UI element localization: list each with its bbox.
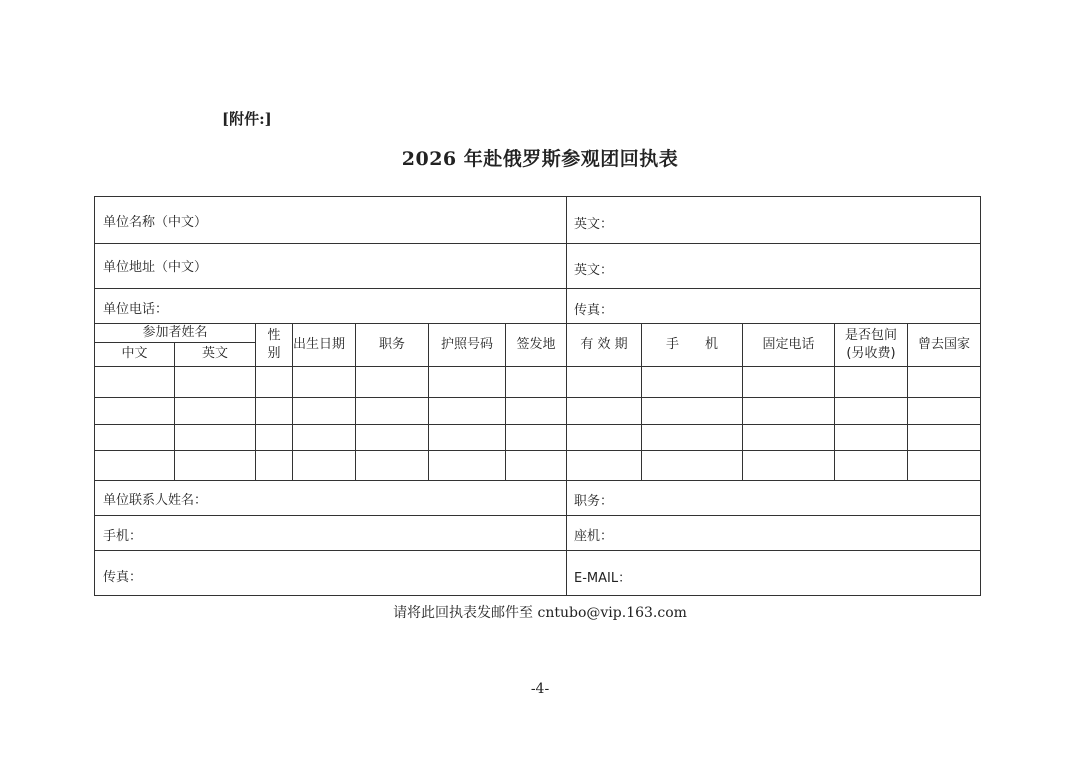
gender-header-line2: 别	[267, 346, 281, 361]
name-cn-header: 中文	[121, 346, 148, 361]
send-email-note: 请将此回执表发邮件至 cntubo@vip.163.com	[393, 605, 687, 621]
contact-email-label: E-MAIL：	[574, 571, 632, 586]
org-address-en-label: 英文：	[574, 263, 614, 278]
validity-header: 有 效 期	[580, 337, 628, 352]
org-name-en-label: 英文：	[574, 217, 614, 232]
org-address-cn-label: 单位地址（中文）	[103, 260, 208, 275]
birth-date-header: 出生日期	[293, 337, 346, 352]
contact-mobile-label: 手机：	[103, 529, 143, 544]
single-room-header-line1: 是否包间	[844, 328, 897, 343]
gender-header	[256, 324, 292, 366]
contact-position-label: 职务：	[574, 494, 614, 509]
page-number: -4-	[530, 681, 550, 697]
reply-form	[94, 196, 981, 596]
issue-place-header: 签发地	[516, 337, 556, 352]
contact-name-label: 单位联系人姓名：	[103, 493, 208, 508]
name-en-header: 英文	[201, 346, 228, 361]
gender-header-line1: 性	[267, 328, 281, 343]
org-phone-label: 单位电话：	[103, 302, 169, 317]
single-room-header	[835, 324, 907, 366]
form-title: 2026 年赴俄罗斯参观团回执表	[401, 148, 679, 170]
org-name-cn-label: 单位名称（中文）	[103, 215, 208, 230]
contact-fax-label: 传真：	[103, 570, 143, 585]
single-room-header-line2: (另收费)	[846, 346, 896, 361]
mobile-header: 手 机	[665, 337, 718, 352]
participant-name-header: 参加者姓名	[142, 325, 208, 340]
attachment-label: [附件:]	[222, 110, 272, 128]
position-header: 职务	[378, 337, 405, 352]
org-fax-label: 传真：	[574, 303, 614, 318]
passport-number-header: 护照号码	[440, 337, 493, 352]
landline-header: 固定电话	[762, 337, 815, 352]
visited-countries-header: 曾去国家	[917, 337, 970, 352]
contact-landline-label: 座机：	[574, 529, 614, 544]
